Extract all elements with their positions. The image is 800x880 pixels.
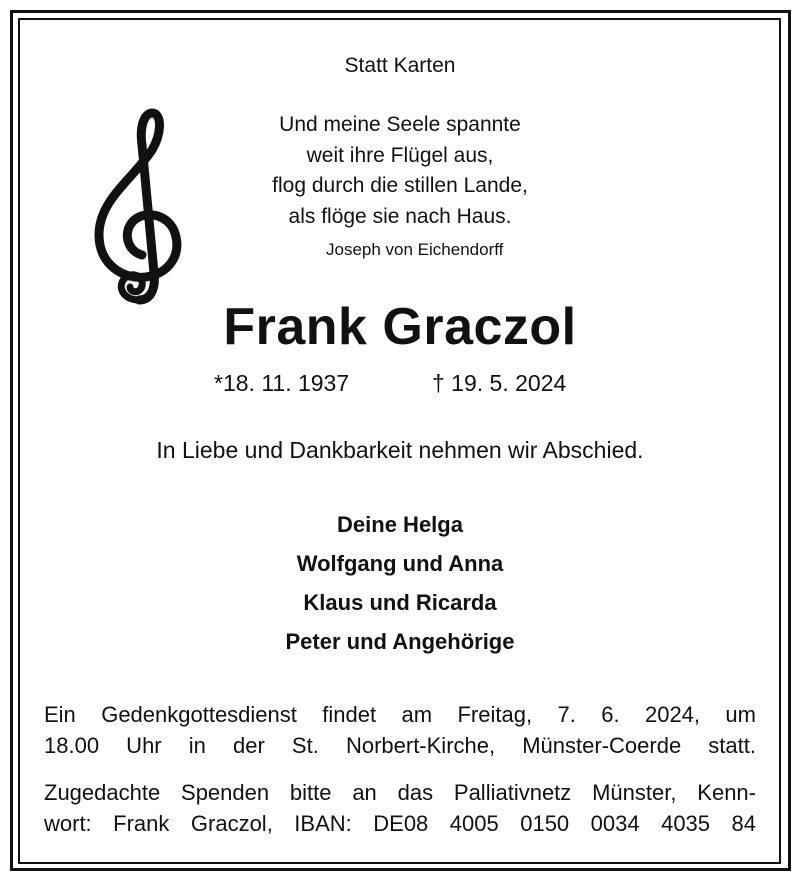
donation-line: wort: Frank Graczol, IBAN: DE08 4005 0150 0034 4035 84 (44, 811, 756, 836)
poem (200, 110, 600, 232)
deceased-name: Frank Graczol (223, 298, 577, 356)
farewell-text: In Liebe und Dankbarkeit nehmen wir Abschied. (156, 437, 644, 463)
birth-date: *18. 11. 1937 (214, 370, 350, 396)
family-member: Peter und Angehörige (285, 629, 515, 654)
poem-line: flog durch die stillen Lande, (272, 174, 528, 197)
donation-notice (44, 777, 756, 839)
poem-line: Und meine Seele spannte (279, 113, 521, 136)
header-statt-karten: Statt Karten (344, 54, 456, 77)
donation-line: Zugedachte Spenden bitte an das Palliativnetz Münster, Kenn- (44, 780, 756, 805)
family-list (0, 505, 800, 661)
service-line: 18.00 Uhr in der St. Norbert-Kirche, Münster-Coerde statt. (44, 733, 756, 758)
memorial-service-notice (44, 699, 756, 761)
family-member: Klaus und Ricarda (303, 590, 497, 615)
family-member: Wolfgang und Anna (296, 551, 504, 576)
death-date: † 19. 5. 2024 (432, 370, 567, 396)
poem-author: Joseph von Eichendorff (326, 240, 504, 259)
poem-line: weit ihre Flügel aus, (306, 143, 494, 167)
service-line: Ein Gedenkgottesdienst findet am Freitag, 7. 6. 2024, um (44, 702, 756, 727)
treble-clef-icon (84, 105, 194, 310)
poem-line: als flöge sie nach Haus. (288, 204, 512, 228)
family-member: Deine Helga (337, 512, 463, 537)
